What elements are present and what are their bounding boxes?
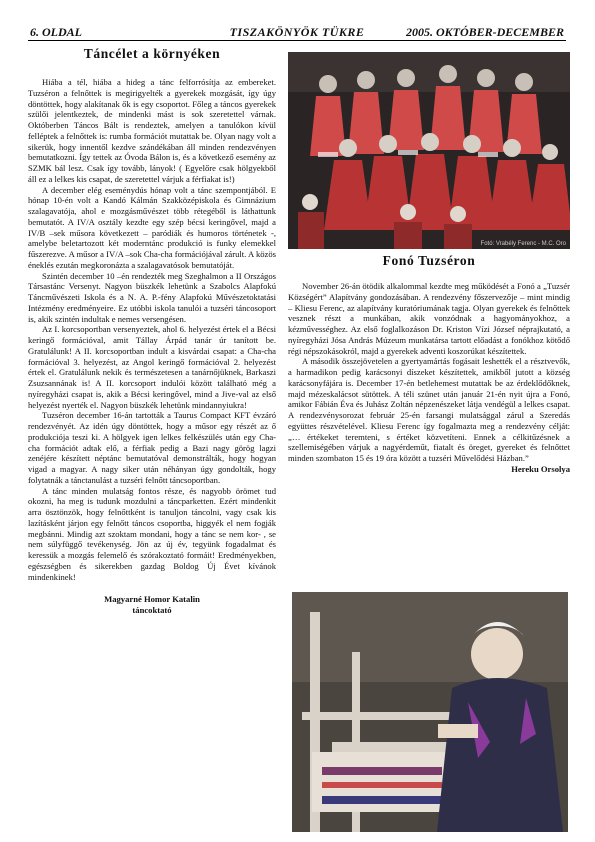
paragraph-text: A második összejövetelen a gyertyamártás fogásait leshették el a résztvevők, a harmadikon pedig karácsonyi díszeket készítettek, amikből jutott a község karácsonyfájára is. December 17-én betlehemest mutattak be az érdeklődőknek, majd mézeskalácsot sütöttek. A téli szünet után január 21-én nyit újra a Fonó, amikor Fábián Éva és Juhász Zoltán népzenészeket látja vendégül a lelkes csapat. A rendezvénysorozat február 25-én farsangi mulatsággal zárul a Szeredás együttes részvételével. Kliesu Ferenc így fogalmazta meg a rendezvény célját: „… értékeket teremteni, s értéket közvetíteni. Ennek a célkitűzésnek a szellemiségében várjuk a nagyérdeműt, fiatalt és öreget, gyereket és felnőttet minden szombaton 15 és 19 óra között a tuzséri Művelődési Házban.” — [288, 356, 570, 463]
author-name: Hereku Orsolya — [511, 463, 570, 474]
dancers-photo-image — [288, 52, 570, 249]
dancers-photo — [288, 52, 570, 249]
paragraph: Szintén december 10 –én rendezték meg Szeghalmon a II Országos Társastánc Versenyt. Nagyon büszkék lehetünk a Szabolcs Alapfokú Táncművészeti Iskola és a N. A. P.-fény Alapfokú Művészetoktatási Intézmény eredményeire. Ez utóbbi iskola tanulói a tuzséri táncosoport is, akik szintén indultak e nemes versengésen. — [28, 270, 276, 324]
right-column — [288, 46, 570, 836]
issue-date: 2005. OKTÓBER-DECEMBER — [405, 25, 564, 39]
weaver-photo — [292, 592, 568, 832]
article-fono — [288, 253, 570, 475]
page-number: 6. OLDAL — [30, 25, 82, 39]
photo-caption: Fotó: Vrabély Ferenc - M.C. Oro — [480, 241, 566, 247]
article-title: Fonó Tuzséron — [382, 253, 476, 268]
paragraph: Hiába a tél, hiába a hideg a tánc felforrósítja az embereket. Tuzséron a felnőttek is megirigyelték a gyerekek mozgását, így úgy döntöttek, hogy alakítanak ők is egy csoportot. Főleg a táncos gyerekek szülői jelentkeztek, de mindenki mást is sok szeretettel várnak. Októberben Táncos Bált is rendeztek, amelyen a tanulókon kívül felléptek a felnőttek is: rumba formációt mutattak be. Olyan nagy volt a sikerük, hogy innentől kezdve szándékában áll minden rendezvényen bemutatkozni. Így tettek az Óvoda Bálon is, és a következő esemény az SZMK bál lesz. Csak így tovább, lányok! ( Egyelőre csak hölgyekből áll ez a lelkes kis csapat, de szeretettel várjuk a férfiakat is!) — [28, 77, 276, 184]
paragraph: November 26-án ötödik alkalommal kezdte meg működését a Fonó a „Tuzsér Községért” Alapítvány gondozásában. A rendezvény főszervezője – mint mindig – Kliesu Ferenc, az alapítvány kuratóriumának tagja. Olyan gyerekek és felnőttek vesznek részt a munkában, akik vonzódnak a hagyományokhoz, a kézművességhez. Az első foglalkozáson Dr. Kriston Vízi József néprajkutató, a nyíregyházi Jósa András Múzeum munkatársa tartott előadást a fonókhoz kötődő régi népszokásokról, majd a gyerekek adventi koszorúkat készítettek. — [288, 281, 570, 356]
paragraph: A tánc minden mulatság fontos része, és nagyobb örömet tud okozni, ha meg is tudunk mozdulni a táncparketten. Ezért mindenkit arra ösztönzök, hogy felnőttként is tanuljon táncolni, vagy csak kis lazításként járjon egy felnőtt táncos csoportba, higgyék el nem fogják megbánni. Mindig azt szoktam mondani, hogy a tánc se nem kor- , se nem súlyfüggő tevékenység. Jön az új év, tegyünk fogadalmat és keressük a mozgás felemelő és szórakoztató formáit! Eredményekben, egészségben és sikerekben gazdag Boldog Új Évet kívánok mindenkinek! — [28, 485, 276, 582]
publication-title: TISZAKÖNYÖK TÜKRE — [229, 25, 365, 39]
author-name: Magyarné Homor Katalin — [104, 594, 200, 605]
author-role: táncoktató — [132, 605, 172, 616]
article-title: Táncélet a környéken — [83, 46, 221, 61]
weaver-photo-image — [292, 592, 568, 832]
paragraph: A december elég eseménydús hónap volt a tánc szempontjából. E hónap 10-én volt a Kandó Kálmán Szakközépiskola és Gimnázium szalagavatója, ahol e mozgásművészet több rétegéből is láthattunk bemutatót. A IV/A osztály kezdte egy szép bécsi keringővel, majd a IV/B –sek műsora következett – paródiák és humoros történetek -, amelybe beletartozott két moderntánc produkció is funky elemekkel fűszerezve. A műsor a IV/A –sok Cha-cha formációjával zárult. A közös éneklés ezután megkoronázta a szalagavatósok bemutatóját. — [28, 184, 276, 270]
page-header — [28, 24, 566, 41]
paragraph: Tuzséron december 16-án tartották a Taurus Compact KFT évzáró rendezvényét. Az idén úgy döntöttek, hogy a műsor egy részét az ő produkciója teszi ki. A hölgyek igen lelkes felkészülés után egy Cha- cha formációt adtak elő, a férfiak pedig a Bazi nagy görög lagzi zenéjére készített néptánc bemutatóval demonstrálták, hogy hogyan vigad a magyar. A nagy siker után néhányan úgy gondolták, hogy folytatnák a tánctanulást a tuzséri felnőtt táncsoportban. — [28, 410, 276, 485]
paragraph: Az I. korcsoportban versenyeztek, ahol 6. helyezést értek el a Bécsi keringő formációval, amit Tállay Árpád tanár úr tanított be. Gratulálunk! A II. korcsoportban indult a kisvárdai csapat: a Cha-cha formációval 3. helyezést, az Angol keringő formációval 2. helyezést értek el. Gratulálunk nekik és természetesen a tanárnőjüknek, Barkaszi Zsuzsannának is! A II. korcsoport indulói között található még a nyíregyházi csapat is, akik a Bécsi keringővel, mind a Jive-val az első helyezést nyerték el. Nagyon büszkék lehetünk mindannyiukra! — [28, 324, 276, 410]
article-tancelet — [28, 46, 276, 836]
article-signature — [28, 594, 276, 616]
paragraph — [288, 356, 570, 474]
